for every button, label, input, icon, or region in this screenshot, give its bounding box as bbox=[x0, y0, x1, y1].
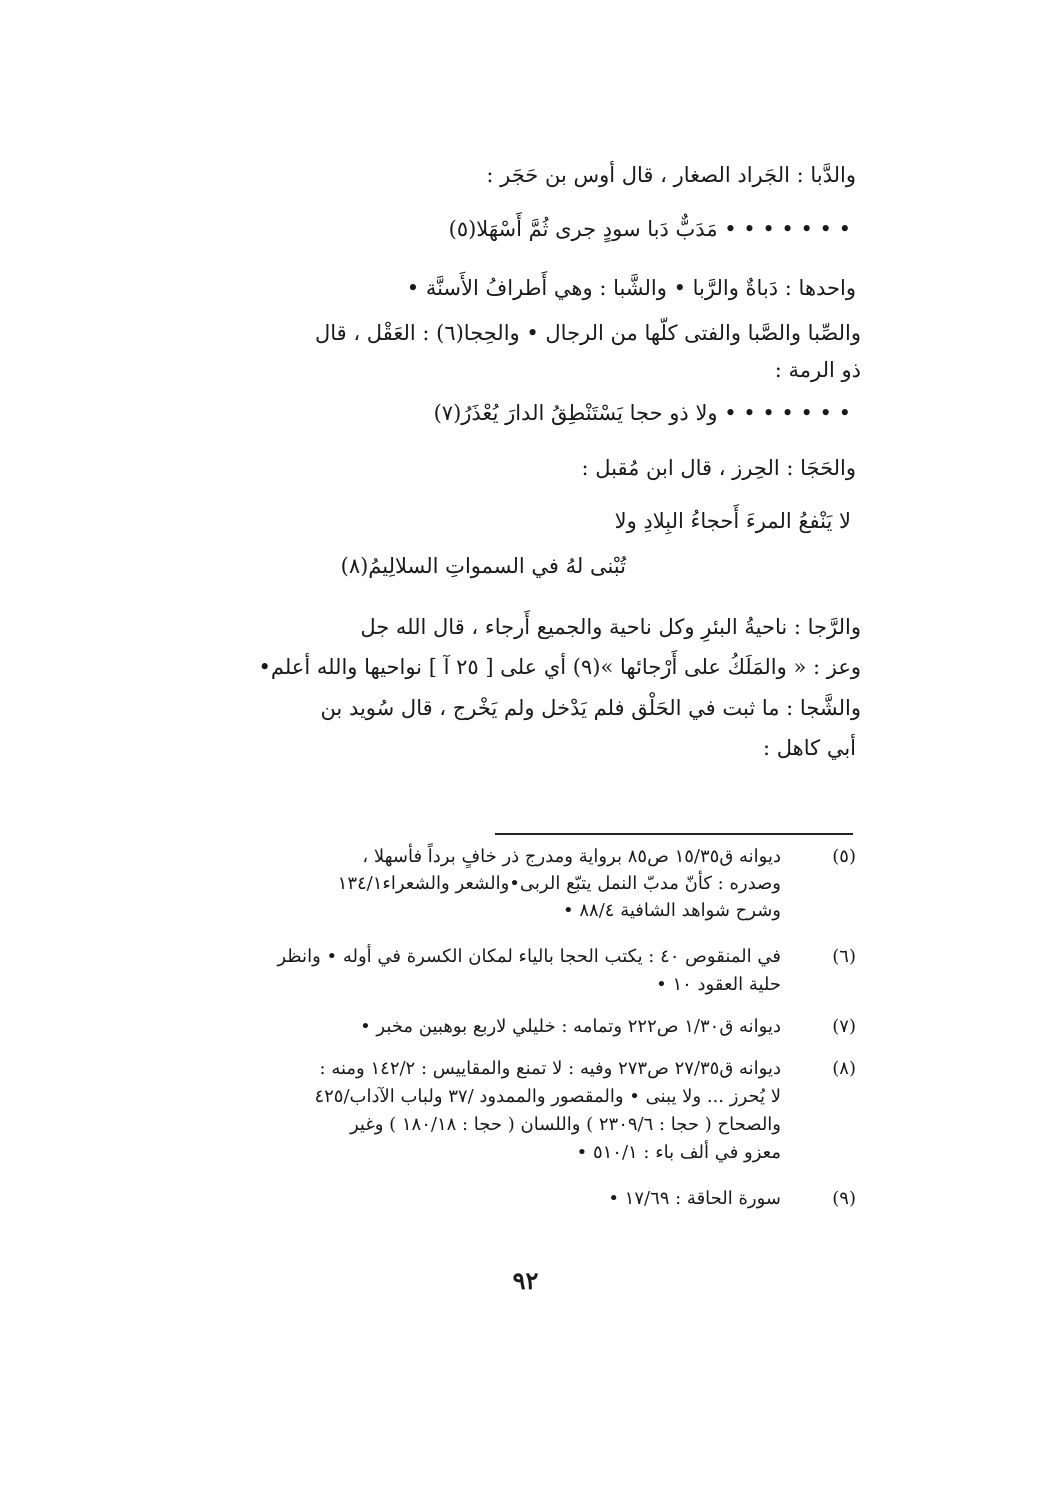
body-line: وعز : « والمَلَكُ على أَرْجائها »(٩) أي على [ ٢٥ آ ] نواحيها والله أعلم• bbox=[258, 655, 861, 679]
footnote-number: (٩) bbox=[832, 1188, 856, 1209]
footnote-number: (٨) bbox=[832, 1058, 856, 1079]
verse-line: • • • • • • • ولا ذو حجا يَسْتَنْطِقُ الدارَ يُعْذَرُ(٧) bbox=[433, 401, 851, 425]
body-line: والحَجَا : الحِرز ، قال ابن مُقبل : bbox=[581, 456, 856, 480]
page-number: ٩٢ bbox=[512, 1266, 539, 1295]
footnote-line: لا يُحرز ... ولا يبنى • والمقصور والممدود /٣٧ ولباب الآداب/٤٢٥ bbox=[314, 1086, 781, 1107]
verse-line: • • • • • • • مَدَبٌّ دَبا سودٍ جرى ثُمَّ أَسْهَلا(٥) bbox=[448, 217, 851, 241]
footnote-line: والصحاح ( حجا : ٢٣٠٩/٦ ) واللسان ( حجا : ١٨٠/١٨ ) وغير bbox=[349, 1114, 781, 1135]
footnote-line: وشرح شواهد الشافية ٨٨/٤ • bbox=[563, 900, 781, 921]
body-line: والصِّبا والصَّبا والفتى كلّها من الرجال • والحِجا(٦) : العَقْل ، قال bbox=[314, 321, 861, 345]
footnote-line: ديوانه ق١٥/٣٥ ص٨٥ برواية ومدرج ذر خافٍ برداً فأسهلا ، bbox=[362, 846, 781, 867]
verse-line: لا يَنْفعُ المرءَ أَحجاءُ البِلادِ ولا bbox=[614, 509, 851, 533]
body-line: والدَّبا : الجَراد الصغار ، قال أوس بن حَجَر : bbox=[486, 163, 856, 187]
footnote-number: (٧) bbox=[832, 1016, 856, 1037]
footnote-line: ديوانه ق٢٧/٣٥ ص٢٧٣ وفيه : لا تمنع والمقاييس : ١٤٢/٢ ومنه : bbox=[319, 1058, 781, 1079]
footnote-line: وصدره : كأنّ مدبّ النمل يتبّع الربى•والشعر والشعراء١٣٤/١ bbox=[337, 873, 781, 894]
footnote-line: معزو في ألف باء : ٥١٠/١ • bbox=[576, 1142, 781, 1163]
body-line: والرَّجا : ناحيةُ البئرِ وكل ناحية والجميع أَرجاء ، قال الله جل bbox=[360, 615, 861, 639]
body-line: أبي كاهل : bbox=[763, 736, 856, 760]
footnote-line: سورة الحاقة : ١٧/٦٩ • bbox=[608, 1188, 781, 1209]
footnote-line: حلية العقود ١٠ • bbox=[656, 974, 781, 995]
body-line: ذو الرمة : bbox=[774, 358, 861, 382]
footnote-number: (٥) bbox=[832, 846, 856, 867]
body-line: والشَّجا : ما ثبت في الحَلْق فلم يَدْخل ولم يَخْرج ، قال سُويد بن bbox=[320, 696, 861, 720]
footnote-line: ديوانه ق١/٣٠ ص٢٢٢ وتمامه : خليلي لاربع بوهبين مخبر • bbox=[360, 1016, 781, 1037]
footnote-number: (٦) bbox=[832, 946, 856, 967]
footnote-line: في المنقوص ٤٠ : يكتب الحجا بالياء لمكان الكسرة في أوله • وانظر bbox=[277, 946, 781, 967]
footnote-separator bbox=[495, 833, 853, 835]
verse-line: تُبْنى لهُ في السمواتِ السلالِيمُ(٨) bbox=[340, 554, 626, 578]
body-line: واحدها : دَباةٌ والرَّبا • والشَّبا : وهي أَطرافُ الأَسنَّة • bbox=[406, 276, 856, 300]
